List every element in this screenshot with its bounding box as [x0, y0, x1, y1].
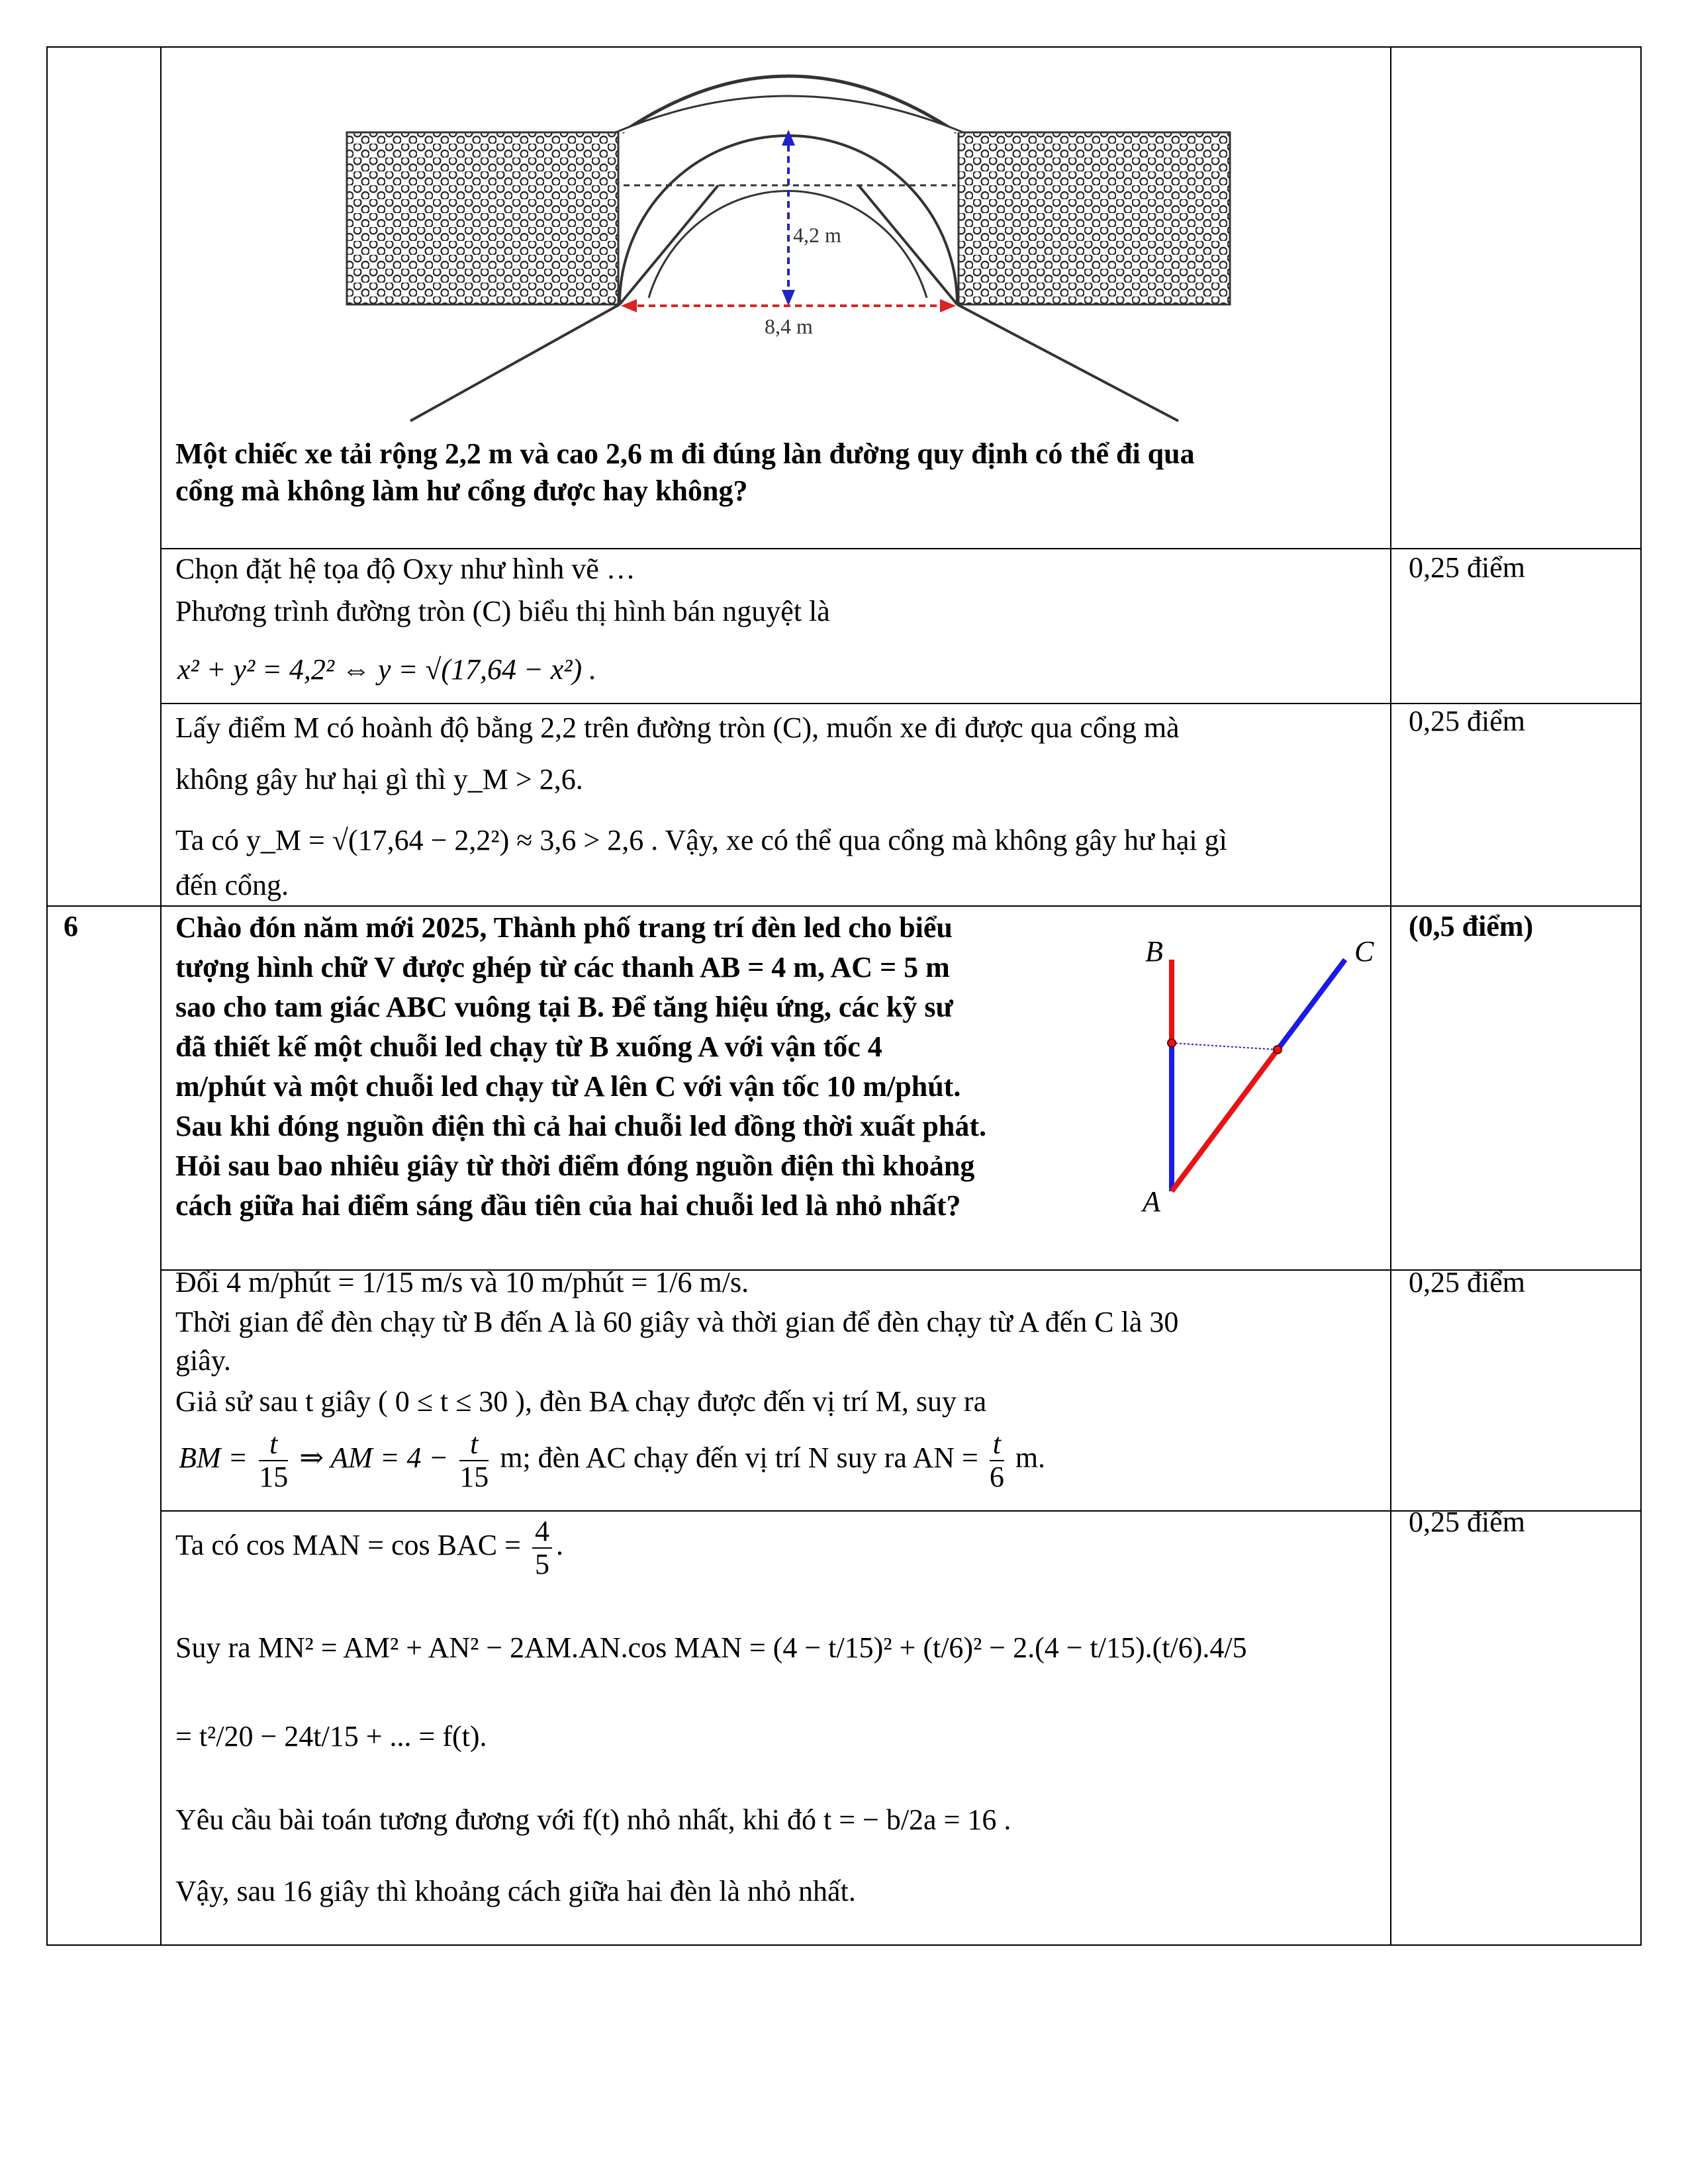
question-6-line4: đã thiết kế một chuỗi led chạy từ B xuống A với vận tốc 4: [175, 1030, 882, 1063]
sol6-line6: Ta có cos MAN = cos BAC = $\frac{4}{5}$ .: [175, 1515, 563, 1580]
fraction-4-5: $\frac{4}{5}$: [532, 1516, 552, 1580]
am-expr: ⇒ AM = 4 −: [299, 1441, 449, 1475]
sol6-line9: Yêu cầu bài toán tương đương với f(t) nhỏ nhất, khi đó t = − b/2a = 16 .: [175, 1803, 1011, 1836]
wall-right: [959, 132, 1230, 304]
width-label: 8,4 m: [765, 314, 813, 338]
fraction-t-15: $\frac{t}{15}$: [259, 1428, 289, 1493]
sol6-line2: Thời gian để đèn chạy từ B đến A là 60 giây và thời gian để đèn chạy từ A đến C là 30: [175, 1306, 1179, 1338]
label-a: A: [1143, 1185, 1160, 1218]
sol5-score2: 0,25 điểm: [1409, 705, 1525, 737]
question-number-6: 6: [64, 910, 78, 942]
sol6-line10: Vậy, sau 16 giây thì khoảng cách giữa hai đèn là nhỏ nhất.: [175, 1875, 856, 1907]
bm-expr: BM =: [179, 1441, 248, 1475]
an-text: m; đèn AC chạy đến vị trí N suy ra AN =: [500, 1441, 978, 1475]
col-divider-2: [1390, 48, 1391, 1944]
tunnel-figure: [338, 46, 1264, 424]
cos-expr: Ta có cos MAN = cos BAC =: [175, 1529, 521, 1562]
question-6-score: (0,5 điểm): [1409, 910, 1534, 942]
fraction-t-15-b: $\frac{t}{15}$: [459, 1428, 489, 1493]
question-5-line2: cổng mà không làm hư cổng được hay không?: [175, 475, 748, 507]
sol6-score2: 0,25 điểm: [1409, 1506, 1525, 1538]
unit-m: m.: [1015, 1441, 1046, 1475]
segment-m-n: [1172, 1043, 1278, 1050]
col-divider-1: [160, 48, 162, 1944]
sol5-line2: Phương trình đường tròn (C) biểu thị hình bán nguyệt là: [175, 595, 830, 627]
sol5-line1: Chọn đặt hệ tọa độ Oxy như hình vẽ …: [175, 553, 635, 585]
question-6-line5: m/phút và một chuỗi led chạy từ A lên C với vận tốc 10 m/phút.: [175, 1070, 961, 1103]
question-6-line8: cách giữa hai điểm sáng đầu tiên của hai chuỗi led là nhỏ nhất?: [175, 1189, 961, 1222]
segment-n-c: [1278, 960, 1345, 1050]
question-6-line3: sao cho tam giác ABC vuông tại B. Để tăng hiệu ứng, các kỹ sư: [175, 991, 953, 1023]
label-b: B: [1145, 935, 1163, 968]
point-n: [1274, 1046, 1282, 1054]
fraction-t-6: $\frac{t}{6}$: [989, 1428, 1004, 1493]
wall-left: [347, 132, 618, 304]
sol6-line4: Giả sử sau t giây ( 0 ≤ t ≤ 30 ), đèn BA chạy được đến vị trí M, suy ra: [175, 1385, 987, 1418]
sol6-line8: = t²/20 − 24t/15 + ... = f(t).: [175, 1720, 487, 1752]
question-6-line7: Hỏi sau bao nhiêu giây từ thời điểm đóng nguồn điện thì khoảng: [175, 1150, 975, 1182]
sol6-line1: Đổi 4 m/phút = 1/15 m/s và 10 m/phút = 1/6 m/s.: [175, 1266, 749, 1298]
sol5-line3: x² + y² = 4,2² ⇔ y = √(17,64 − x²) .: [177, 653, 597, 686]
question-5-line1: Một chiếc xe tải rộng 2,2 m và cao 2,6 m đi đúng làn đường quy định có thể đi qua: [175, 437, 1195, 470]
gate-arc: [616, 96, 963, 132]
question-6-line1: Chào đón năm mới 2025, Thành phố trang trí đèn led cho biểu: [175, 911, 953, 944]
road-left: [410, 304, 620, 421]
sol6-line7: Suy ra MN² = AM² + AN² − 2AM.AN.cos MAN = (4 − t/15)² + (t/6)² − 2.(4 − t/15).(t/6).4/5: [175, 1631, 1247, 1664]
question-6-line6: Sau khi đóng nguồn điện thì cả hai chuỗi led đồng thời xuất phát.: [175, 1110, 987, 1142]
height-label: 4,2 m: [793, 223, 841, 247]
sol5-line7: đến cổng.: [175, 869, 289, 901]
led-v-figure: [1125, 920, 1390, 1224]
road-right: [957, 304, 1178, 421]
label-c: C: [1354, 935, 1374, 968]
sol6-line5: [179, 1428, 1045, 1493]
sol5-line5: không gây hư hại gì thì y_M > 2,6.: [175, 763, 583, 796]
point-m: [1168, 1039, 1176, 1047]
sol5-line4: Lấy điểm M có hoành độ bằng 2,2 trên đường tròn (C), muốn xe đi được qua cổng mà: [175, 711, 1180, 744]
segment-a-n: [1172, 1050, 1278, 1191]
question-6-line2: tượng hình chữ V được ghép từ các thanh AB = 4 m, AC = 5 m: [175, 951, 950, 983]
row-divider: [48, 905, 1640, 907]
sol5-score1: 0,25 điểm: [1409, 551, 1525, 584]
sol6-line3: giây.: [175, 1344, 231, 1377]
sol5-line6: Ta có y_M = √(17,64 − 2,2²) ≈ 3,6 > 2,6 . Vậy, xe có thể qua cổng mà không gây hư hại gì: [175, 824, 1227, 856]
sol6-score1: 0,25 điểm: [1409, 1266, 1525, 1298]
